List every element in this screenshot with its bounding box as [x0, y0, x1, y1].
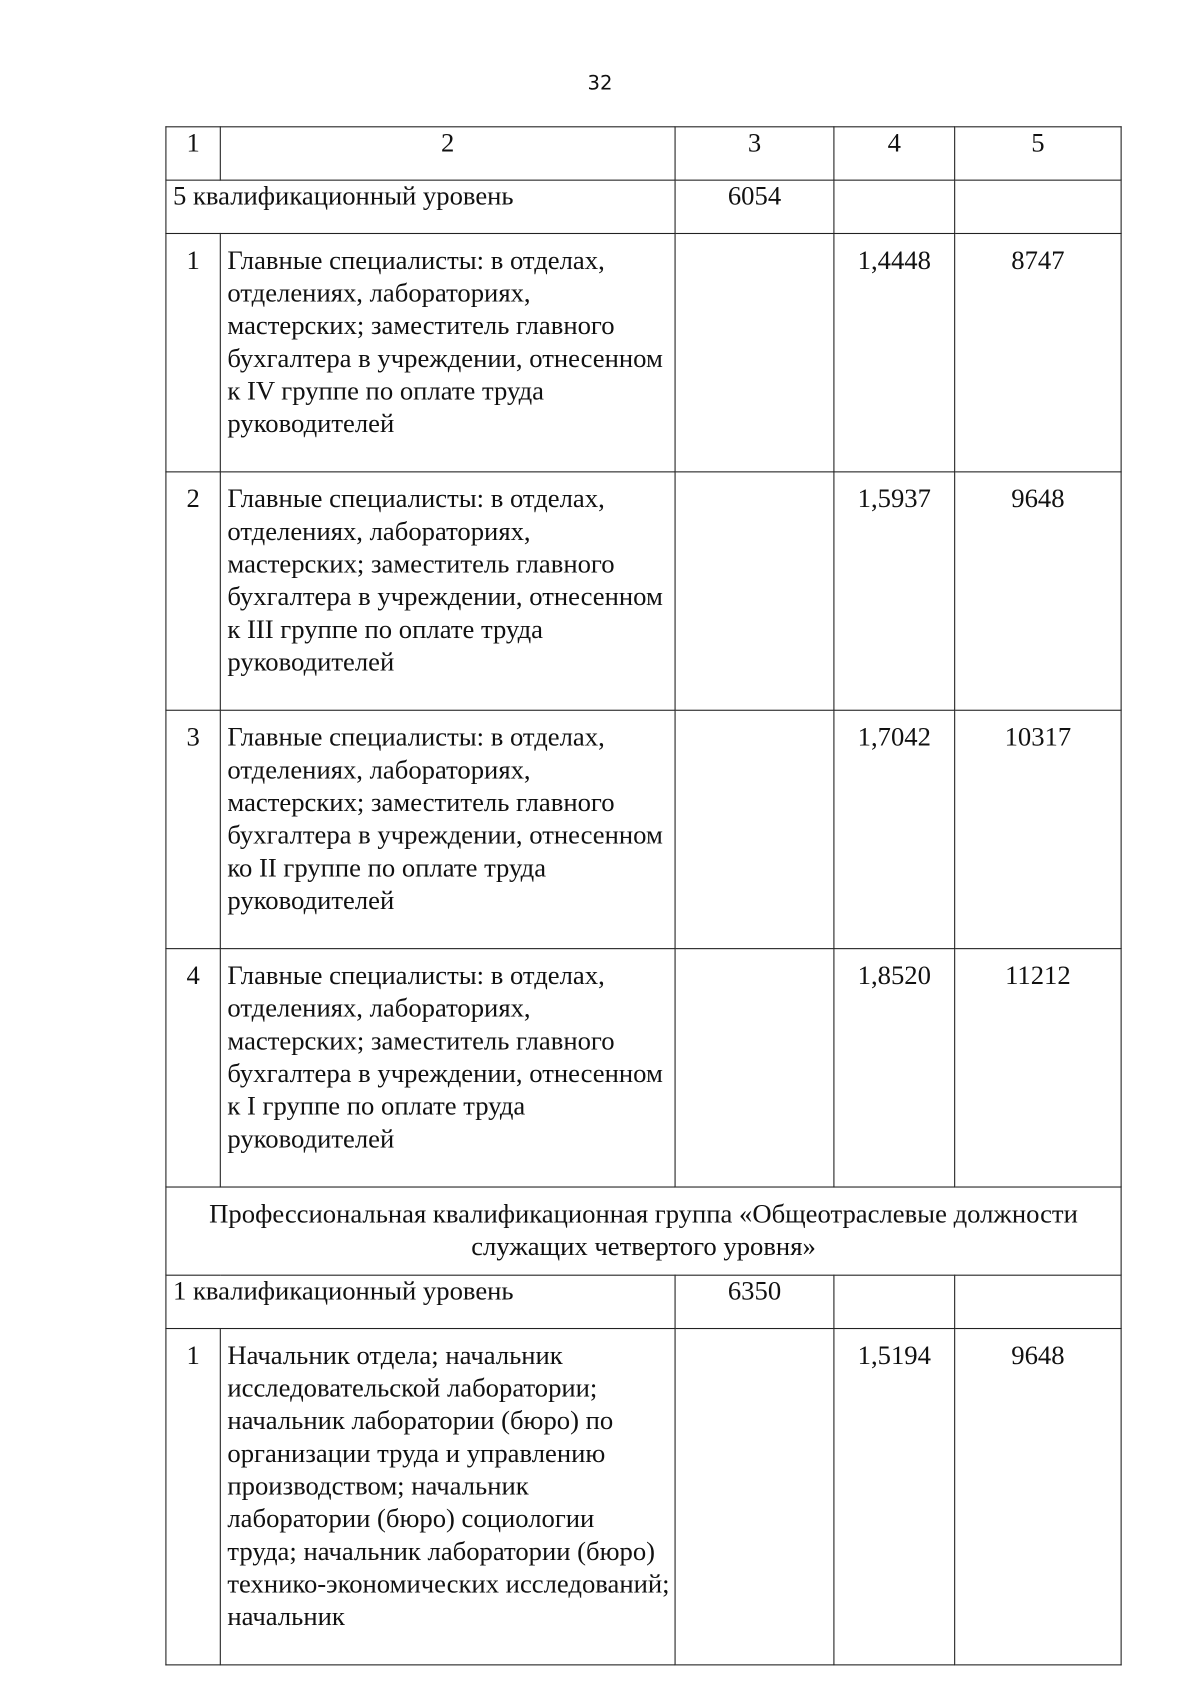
coefficient: 1,8520	[834, 949, 955, 1187]
empty-cell	[675, 710, 834, 948]
column-header: 2	[220, 127, 675, 180]
qualification-level-label: 1 квалификационный уровень	[166, 1275, 675, 1328]
table-row	[166, 233, 1121, 471]
base-salary: 6054	[675, 180, 834, 233]
empty-cell	[675, 472, 834, 710]
empty-cell	[955, 1275, 1121, 1328]
coefficient: 1,4448	[834, 233, 955, 471]
column-header: 1	[166, 127, 220, 180]
salary-value: 9648	[955, 472, 1121, 710]
qualification-level-row	[166, 1275, 1121, 1328]
salary-value: 10317	[955, 710, 1121, 948]
column-header: 4	[834, 127, 955, 180]
coefficient: 1,5937	[834, 472, 955, 710]
position-description: Главные специалисты: в отделах, отделениях, лабораториях, мастерских; заместитель главного бухгалтера в учреждении, отнесенном ко II группе по оплате труда руководителей	[220, 710, 675, 948]
qualification-level-label: 5 квалификационный уровень	[166, 180, 675, 233]
position-description: Главные специалисты: в отделах, отделениях, лабораториях, мастерских; заместитель главного бухгалтера в учреждении, отнесенном к III группе по оплате труда руководителей	[220, 472, 675, 710]
position-description: Начальник отдела; начальник исследовательской лаборатории; начальник лаборатории (бюро) по организации труда и управлению производством; начальник лаборатории (бюро) социологии труда; начальник лаборатории (бюро) технико-экономических исследований; начальник	[220, 1329, 675, 1665]
row-number: 1	[166, 1329, 220, 1665]
empty-cell	[675, 233, 834, 471]
table-row	[166, 472, 1121, 710]
group-title: Профессиональная квалификационная группа «Общеотраслевые должности служащих четвертого уровня»	[166, 1187, 1121, 1275]
row-number: 2	[166, 472, 220, 710]
salary-value: 9648	[955, 1329, 1121, 1665]
position-description: Главные специалисты: в отделах, отделениях, лабораториях, мастерских; заместитель главного бухгалтера в учреждении, отнесенном к IV группе по оплате труда руководителей	[220, 233, 675, 471]
table-row	[166, 1329, 1121, 1665]
row-number: 4	[166, 949, 220, 1187]
empty-cell	[834, 1275, 955, 1328]
salary-table	[165, 126, 1121, 1665]
page-number: 32	[587, 71, 613, 95]
empty-cell	[955, 180, 1121, 233]
table-header-row	[166, 127, 1121, 180]
position-description: Главные специалисты: в отделах, отделениях, лабораториях, мастерских; заместитель главного бухгалтера в учреждении, отнесенном к I группе по оплате труда руководителей	[220, 949, 675, 1187]
row-number: 3	[166, 710, 220, 948]
coefficient: 1,5194	[834, 1329, 955, 1665]
salary-value: 11212	[955, 949, 1121, 1187]
column-header: 3	[675, 127, 834, 180]
base-salary: 6350	[675, 1275, 834, 1328]
empty-cell	[675, 949, 834, 1187]
empty-cell	[675, 1329, 834, 1665]
table-row	[166, 949, 1121, 1187]
group-title-row	[166, 1187, 1121, 1275]
column-header: 5	[955, 127, 1121, 180]
salary-value: 8747	[955, 233, 1121, 471]
row-number: 1	[166, 233, 220, 471]
table-row	[166, 710, 1121, 948]
coefficient: 1,7042	[834, 710, 955, 948]
empty-cell	[834, 180, 955, 233]
qualification-level-row	[166, 180, 1121, 233]
